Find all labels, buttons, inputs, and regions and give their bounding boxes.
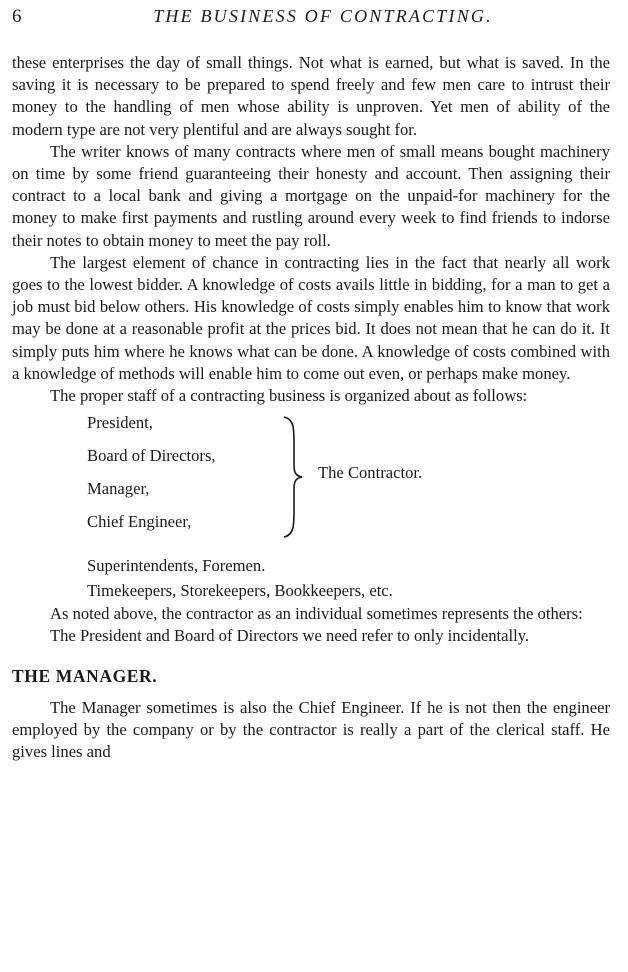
staff-organization-list — [12, 413, 610, 553]
staff-line: Timekeepers, Storekeepers, Bookkeepers, etc. — [87, 581, 393, 601]
paragraph: The proper staff of a contracting business is organized about as follows: — [50, 386, 528, 406]
body-text — [12, 52, 610, 763]
page-header — [12, 6, 612, 32]
staff-item-president: President, — [87, 413, 153, 433]
running-title: THE BUSINESS OF CONTRACTING. — [153, 6, 493, 26]
paragraph: As noted above, the contractor as an individual sometimes represents the others: — [50, 604, 583, 624]
staff-item-manager: Manager, — [87, 479, 150, 499]
contractor-label: The Contractor. — [318, 463, 423, 483]
staff-item-chief-engineer: Chief Engineer, — [87, 512, 192, 532]
paragraph: these enterprises the day of small things. Not what is earned, but what is saved. In the saving it is necessary to be prepared to spend freely and few men care to intrust their money to the handling of men whose ability is unproven. Yet men of ability of the modern type are not very plentiful and are always sought for. — [12, 53, 610, 139]
paragraph: The largest element of chance in contracting lies in the fact that nearly all work goes to the lowest bidder. A knowledge of costs avails little in bidding, for a man to get a job must bid below others. His knowledge of costs simply enables him to know that work may be done at a reasonable profit at the prices bid. It does not mean that he can do it. It simply puts him where he knows what can be done. A knowledge of costs combined with a knowledge of methods will enable him to come out even, or perhaps make money. — [12, 252, 610, 383]
page-number: 6 — [12, 6, 22, 27]
paragraph: The writer knows of many contracts where men of small means bought machinery on time by some friend guaranteeing their honesty and account. Then assigning their contract to a local bank and giving a mortgage on the unpaid-for machinery for the money to make first payments and rustling around every week to find friends to indorse their notes to obtain money to meet the pay roll. — [12, 141, 610, 250]
paragraph: The President and Board of Directors we need refer to only incidentally. — [50, 626, 530, 646]
staff-item-board: Board of Directors, — [87, 446, 216, 466]
staff-line: Superintendents, Foremen. — [87, 556, 266, 576]
section-heading: THE MANAGER. — [12, 665, 158, 686]
brace-icon — [280, 415, 306, 539]
paragraph: The Manager sometimes is also the Chief Engineer. If he is not then the engineer employed by the company or by the contractor is really a part of the clerical staff. He gives lines and — [12, 697, 610, 762]
